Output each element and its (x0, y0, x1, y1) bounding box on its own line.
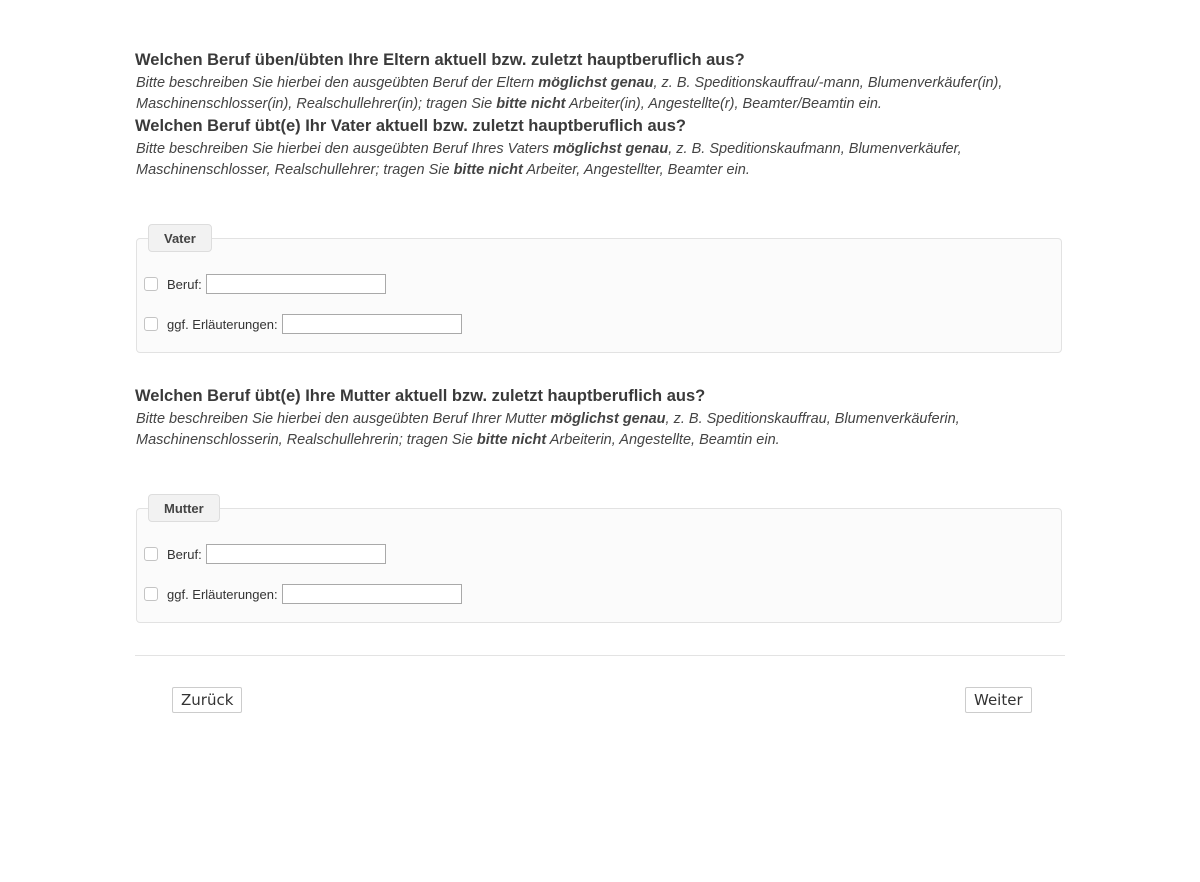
instr-text: Arbeiter, Angestellter, Beamter ein. (522, 162, 750, 178)
instr-emphasis: bitte nicht (476, 432, 547, 448)
instr-text: Arbeiterin, Angestellte, Beamtin ein. (546, 432, 780, 448)
mutter-erlaeuterungen-input[interactable] (282, 584, 462, 604)
vater-erlaeuterungen-checkbox[interactable] (144, 317, 158, 331)
vater-beruf-checkbox[interactable] (144, 277, 158, 291)
vater-erlaeuterungen-label: ggf. Erläuterungen: (167, 316, 278, 332)
mutter-beruf-input[interactable] (206, 544, 386, 564)
instr-text: , z. B. Speditionskauffrau/-mann, Blumenverkäufer(in), Maschinenschlosser(in), Realschullehrer(in); tragen Sie (136, 75, 1003, 112)
mutter-erlaeuterungen-label: ggf. Erläuterungen: (167, 586, 278, 602)
instr-emphasis: bitte nicht (453, 162, 523, 178)
mutter-question-instructions (136, 409, 1036, 451)
mutter-beruf-row (144, 543, 386, 565)
instr-emphasis: möglichst genau (538, 75, 654, 91)
vater-legend: Vater (148, 224, 212, 252)
vater-question-instructions (136, 139, 1036, 181)
vater-question-title: Welchen Beruf übt(e) Ihr Vater aktuell bzw. zuletzt hauptberuflich aus? (135, 117, 686, 135)
instr-text: Bitte beschreiben Sie hierbei den ausgeübten Beruf Ihrer Mutter (136, 411, 551, 427)
vater-erlaeuterungen-input[interactable] (282, 314, 462, 334)
mutter-beruf-checkbox[interactable] (144, 547, 158, 561)
vater-erlaeuterungen-row (144, 313, 462, 335)
intro-question-title: Welchen Beruf üben/übten Ihre Eltern aktuell bzw. zuletzt hauptberuflich aus? (135, 51, 745, 69)
mutter-beruf-label: Beruf: (167, 546, 202, 562)
mutter-erlaeuterungen-row (144, 583, 462, 605)
intro-question-instructions (136, 73, 1036, 115)
vater-fieldset (136, 231, 1062, 353)
instr-emphasis: möglichst genau (553, 141, 669, 157)
next-button[interactable]: Weiter (965, 687, 1032, 713)
instr-text: Bitte beschreiben Sie hierbei den ausgeübten Beruf der Eltern (136, 75, 539, 91)
mutter-erlaeuterungen-checkbox[interactable] (144, 587, 158, 601)
vater-beruf-row (144, 273, 386, 295)
mutter-legend: Mutter (148, 494, 220, 522)
back-button[interactable]: Zurück (172, 687, 242, 713)
instr-text: Bitte beschreiben Sie hierbei den ausgeübten Beruf Ihres Vaters (136, 141, 554, 157)
mutter-fieldset (136, 501, 1062, 623)
instr-text: , z. B. Speditionskauffrau, Blumenverkäuferin, Maschinenschlosserin, Realschullehrerin; tragen Sie (136, 411, 960, 448)
navigation-divider (135, 655, 1065, 656)
mutter-question-title: Welchen Beruf übt(e) Ihre Mutter aktuell bzw. zuletzt hauptberuflich aus? (135, 387, 706, 405)
instr-emphasis: möglichst genau (550, 411, 666, 427)
instr-text: , z. B. Speditionskaufmann, Blumenverkäufer, Maschinenschlosser, Realschullehrer; tragen Sie (136, 141, 962, 178)
instr-text: Arbeiter(in), Angestellte(r), Beamter/Beamtin ein. (565, 96, 882, 112)
vater-beruf-label: Beruf: (167, 276, 202, 292)
vater-beruf-input[interactable] (206, 274, 386, 294)
instr-emphasis: bitte nicht (496, 96, 566, 112)
